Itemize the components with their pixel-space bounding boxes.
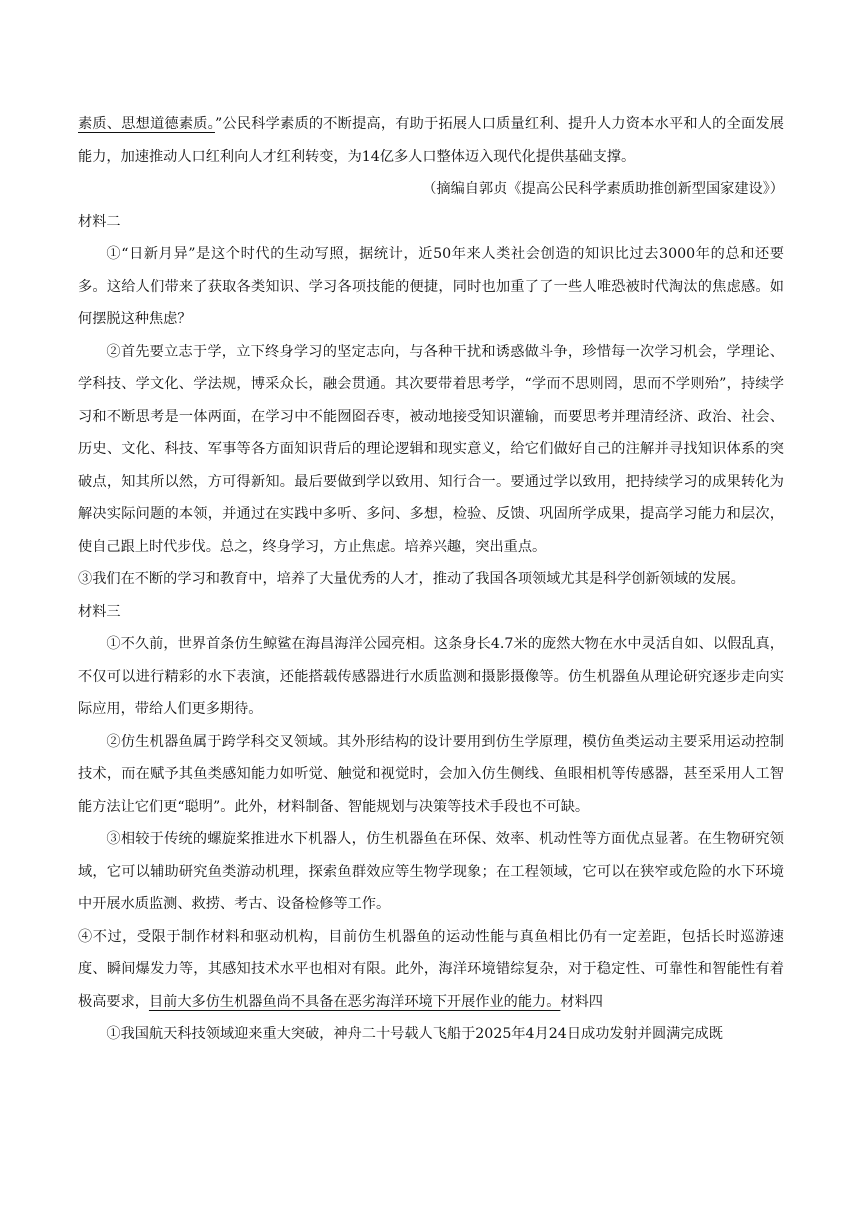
m3-paragraph-2: ②仿生机器鱼属于跨学科交叉领域。其外形结构的设计要用到仿生学原理，模仿鱼类运动主要采用运动控制技术，而在赋予其鱼类感知能力如听觉、触觉和视觉时，会加入仿生侧线、鱼眼相机等传感器，甚至采用人工智能方法让它们更“聪明”。此外，材料制备、智能规划与决策等技术手段也不可缺。: [78, 733, 784, 815]
m4-heading-inline: 材料四: [560, 993, 603, 1010]
m2-paragraph-1: ①“日新月异”是这个时代的生动写照，据统计，近50年来人类社会创造的知识比过去3000年的总和还要多。这给人们带来了获取各类知识、学习各项技能的便捷，同时也加重了了一些人唯恐被时代淘汰的焦虑感。如何摆脱这种焦虑？: [78, 246, 784, 327]
m1-source: （摘编自郭贞《提高公民科学素质助推创新型国家建设》）: [422, 181, 784, 197]
m3-heading: 材料三: [78, 603, 121, 620]
m3-p4-text: ④不过，受限于制作材料和驱动机构，目前仿生机器鱼的运动性能与真鱼相比仍有一定差距，包括长时巡游速度、瞬间爆发力等，其感知技术水平也相对有限。此外，海洋环境错综复杂，对于稳定性、可靠性和智能性有着极高要求，: [78, 928, 784, 1010]
m2-paragraph-2: ②首先要立志于学，立下终身学习的坚定志向，与各种干扰和诱惑做斗争，珍惜每一次学习机会，学理论、学科技、学文化、学法规，博采众长，融会贯通。其次要带着思考学，“学而不思则罔，思而不学则殆”，持续学习和不断思考是一体两面，在学习中不能囫囵吞枣，被动地接受知识灌输，而要思考并理清经济、政治、社会、历史、文化、科技、军事等各方面知识背后的理论逻辑和现实意义，给它们做好自己的注解并寻找知识体系的突破点，知其所以然，方可得新知。最后要做到学以致用、知行合一。要通过学以致用，把持续学习的成果转化为解决实际问题的本领，并通过在实践中多听、多问、多想，检验、反馈、巩固所学成果，提高学习能力和层次，使自己跟上时代步伐。总之，终身学习，方止焦虑。培养兴趣，突出重点。: [78, 343, 784, 555]
m1-paragraph-tail: [78, 108, 784, 173]
m2-paragraph-3: ③我们在不断的学习和教育中，培养了大量优秀的人才，推动了我国各项领域尤其是科学创新领域的发展。: [78, 571, 745, 587]
m2-heading: 材料二: [78, 213, 121, 230]
m1-underlined-text: 素质、思想道德素质。: [78, 116, 215, 132]
m3-paragraph-4: [78, 921, 784, 1019]
m3-paragraph-3: ③相较于传统的螺旋桨推进水下机器人，仿生机器鱼在环保、效率、机动性等方面优点显著。在生物研究领域，它可以辅助研究鱼类游动机理，探索鱼群效应等生物学现象；在工程领域，它可以在狭窄或危险的水下环境中开展水质监测、救捞、考古、设备检修等工作。: [78, 831, 784, 912]
m3-p4-underlined: 目前大多仿生机器鱼尚不具备在恶劣海洋环境下开展作业的能力。: [148, 993, 561, 1010]
m1-rest-text: ”公民科学素质的不断提高，有助于拓展人口质量红利、提升人力资本水平和人的全面发展能力，加速推动人口红利向人才红利转变，为14亿多人口整体迈入现代化提供基础支撑。: [78, 116, 784, 165]
document-page: [78, 108, 784, 1051]
m3-paragraph-1: ①不久前，世界首条仿生鲸鲨在海昌海洋公园亮相。这条身长4.7米的庞然大物在水中灵活自如、以假乱真，不仅可以进行精彩的水下表演，还能搭载传感器进行水质监测和摄影摄像等。仿生机器鱼从理论研究逐步走向实际应用，带给人们更多期待。: [78, 636, 784, 717]
m4-paragraph-1: ①我国航天科技领域迎来重大突破，神舟二十号载人飞船于2025年4月24日成功发射并圆满完成既: [106, 1026, 723, 1042]
